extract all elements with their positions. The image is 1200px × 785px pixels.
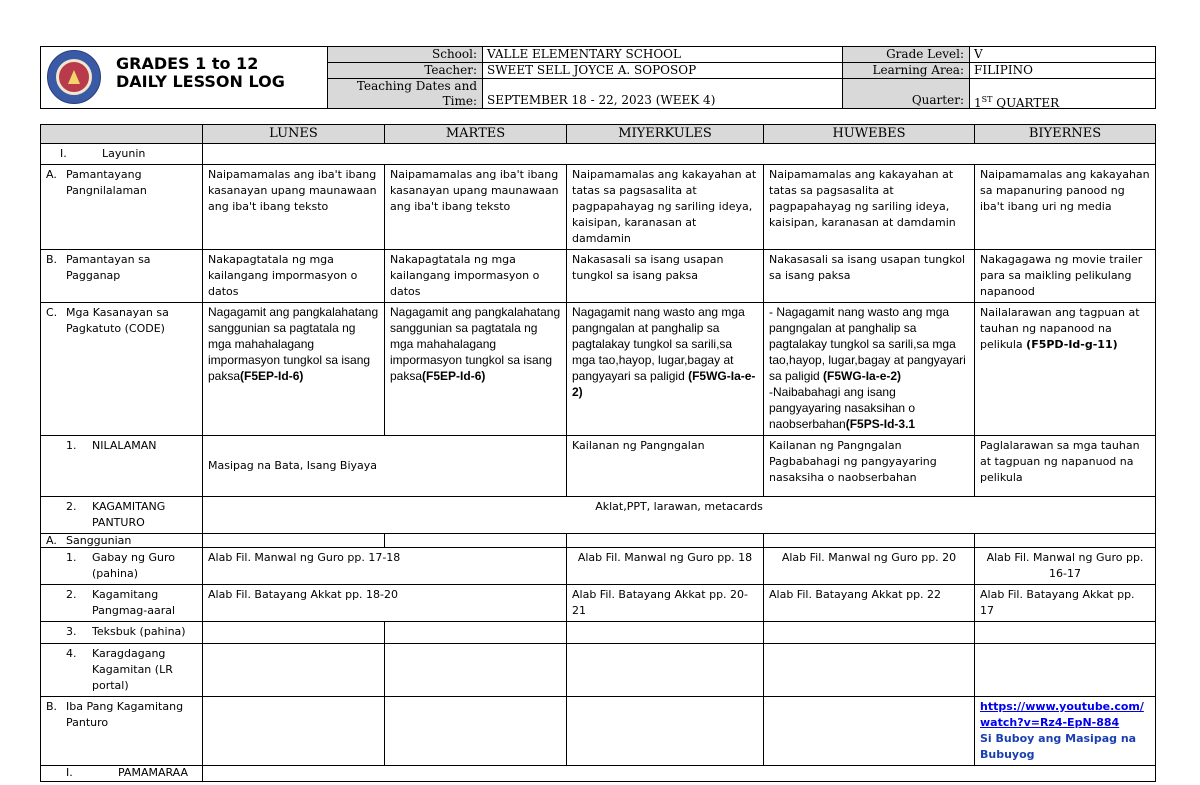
row-label: Mga Kasanayan sa Pagkatuto (CODE) [66,306,169,335]
kagamitang-panturo-content: Aklat,PPT, larawan, metacards [203,497,1156,534]
miyerkules-content: Kailanan ng Pangngalan [567,436,764,497]
miyerkules-content: Alab Fil. Batayang Akkat pp. 20-21 [567,585,764,622]
nilalaman-label [41,436,203,497]
row-label: Iba Pang Kagamitang Panturo [66,700,184,729]
huwebes-content [764,534,975,548]
pamamaraan-row [41,766,1156,782]
biyernes-content: Alab Fil. Manwal ng Guro pp. 16-17 [975,548,1156,585]
biyernes-content: Alab Fil. Batayang Akkat pp. 17 [975,585,1156,622]
header-block [40,46,1156,109]
huwebes-content [764,622,975,644]
huwebes-content [764,644,975,697]
lunes-content [203,622,385,644]
pamantayang-pangnilalaman-row [41,165,1156,250]
kagamitang-mag-aaral-label [41,585,203,622]
layunin-content [203,144,1156,165]
quarter-value [969,79,1156,108]
miyerkules-content [567,622,764,644]
iba-pang-kagamitan-row [41,697,1156,766]
deped-seal-icon [47,50,101,104]
martes-content: Nakapagtatala ng mga kailangang impormasyon o datos [385,250,567,303]
row-label: Sanggunian [66,534,132,547]
kagamitang-panturo-label [41,497,203,534]
competency-text: Nailalarawan ang tagpuan at tauhan ng napanood na pelikula [980,306,1140,351]
martes-content [385,644,567,697]
gabay-ng-guro-label [41,548,203,585]
school-value: VALLE ELEMENTARY SCHOOL [482,47,842,62]
biyernes-content: Nakagagawa ng movie trailer para sa maikling pelikulang napanood [975,250,1156,303]
row-number: I. [66,766,73,779]
quarter-number: 1 [974,96,982,110]
lunes-content: Naipamamalas ang iba't ibang kasanayan upang maunawaan ang iba't ibang teksto [203,165,385,250]
miyerkules-content: Naipamamalas ang kakayahan at tatas sa pagsasalita at pagpapahayag ng sariling ideya, kaisipan, karanasan at damdamin [567,165,764,250]
row-number: 3. [66,625,77,638]
competency-text: Nagagamit ang pangkalahatang sanggunian sa pagtatala ng mga mahahalagang impormasyon tungkol sa isang paksa [390,305,561,383]
kagamitang-panturo-row [41,497,1156,534]
row-number: I. [60,147,67,160]
document-title [116,55,285,91]
lunes-martes-content: Alab Fil. Manwal ng Guro pp. 17-18 [203,548,567,585]
competency-text: - Nagagamit nang wasto ang mga pangngalan at panghalip sa pagtalakay tungkol sa sarili,sa mga tao,hayop, lugar,bagay at pangyayari sa paligid [769,305,966,383]
teksbuk-row [41,622,1156,644]
competency-code: (F5WG-Ia-e-2) [572,369,756,399]
quarter-label: Quarter: [842,79,969,108]
day-header-biyernes: BIYERNES [975,125,1156,144]
quarter-text: QUARTER [992,96,1060,110]
biyernes-content: Naipamamalas ang kakayahan sa mapanuring panood ng iba't ibang uri ng media [975,165,1156,250]
martes-content: Naipamamalas ang iba't ibang kasanayan upang maunawaan ang iba't ibang teksto [385,165,567,250]
row-number: 2. [66,500,77,513]
row-label: NILALAMAN [92,439,157,452]
pamamaraan-content [203,766,1156,782]
martes-content [385,534,567,548]
miyerkules-content [567,697,764,766]
competency-code: (F5PD-Id-g-11) [1026,338,1118,351]
biyernes-content [975,622,1156,644]
days-header-row [41,125,1156,144]
teacher-value: SWEET SELL JOYCE A. SOPOSOP [482,63,842,78]
row-number: C. [46,306,58,319]
row-label: Karagdagang Kagamitan (LR portal) [92,647,173,692]
row-label: Pamantayan sa Pagganap [66,253,151,282]
grade-level-value: V [969,47,1156,62]
layunin-label [41,144,203,165]
huwebes-content: Kailanan ng Pangngalan Pagbabahagi ng pangyayaring nasaksiha o naobserbahan [764,436,975,497]
day-header-martes: MARTES [385,125,567,144]
iba-pang-kagamitan-label [41,697,203,766]
competency-code: (F5WG-Ia-e-2) [823,369,902,383]
teksbuk-label [41,622,203,644]
miyerkules-content [567,534,764,548]
biyernes-content [975,697,1156,766]
lunes-content: Nakapagtatala ng mga kailangang impormasyon o datos [203,250,385,303]
biyernes-content: Paglalarawan sa mga tauhan at tagpuan ng napanuod na pelikula [975,436,1156,497]
day-header-lunes: LUNES [203,125,385,144]
biyernes-content [975,303,1156,436]
competency-code: (F5PS-Id-3.1 [845,417,916,431]
title-line-2: DAILY LESSON LOG [116,72,285,91]
competency-text: Nagagamit ang pangkalahatang sanggunian sa pagtatala ng mga mahahalagang impormasyon tungkol sa isang paksa [208,305,379,383]
row-label: KAGAMITANG PANTURO [92,500,166,529]
pamamaraan-label [41,766,203,782]
row-number: A. [46,168,57,181]
row-label: Gabay ng Guro (pahina) [92,551,175,580]
header-divider [327,78,1156,79]
day-header-huwebes: HUWEBES [764,125,975,144]
karagdagang-kagamitan-row [41,644,1156,697]
competency-text: Nagagamit nang wasto ang mga pangngalan at panghalip sa pagtalakay tungkol sa sarili,sa mga tao,hayop, lugar,bagay at pangyayari sa paligid [572,305,745,383]
kagamitang-mag-aaral-row [41,585,1156,622]
huwebes-content [764,303,975,436]
huwebes-content [764,697,975,766]
pamantayan-pagganap-label [41,250,203,303]
day-header-miyerkules: MIYERKULES [567,125,764,144]
teaching-dates-label-2: Time: [442,94,477,108]
title-line-1: GRADES 1 to 12 [116,54,259,73]
teaching-dates-value: SEPTEMBER 18 - 22, 2023 (WEEK 4) [482,79,842,108]
layunin-row [41,144,1156,165]
lunes-martes-content: Masipag na Bata, Isang Biyaya [203,436,567,497]
miyerkules-content: Nakasasali sa isang usapan tungkol sa isang paksa [567,250,764,303]
competency-text: -Naibabahagi ang isang pangyayaring nasaksihan o naobserbahan [769,385,916,431]
huwebes-content: Alab Fil. Manwal ng Guro pp. 20 [764,548,975,585]
kasanayan-row [41,303,1156,436]
kasanayan-label [41,303,203,436]
row-label: Teksbuk (pahina) [92,625,186,638]
huwebes-content: Alab Fil. Batayang Akkat pp. 22 [764,585,975,622]
miyerkules-content [567,303,764,436]
row-label: Pamantayang Pangnilalaman [66,168,147,197]
pamantayan-pagganap-row [41,250,1156,303]
lunes-content [203,644,385,697]
row-label: PAMAMARAA [118,766,189,779]
lunes-content [203,303,385,436]
martes-content [385,303,567,436]
teacher-label: Teacher: [327,63,482,78]
lunes-content [203,697,385,766]
teaching-dates-label [327,79,482,108]
school-label: School: [327,47,482,62]
martes-content [385,622,567,644]
row-number: B. [46,700,58,713]
row-label: Kagamitang Pangmag-aaral [92,588,176,617]
biyernes-content [975,534,1156,548]
nilalaman-row [41,436,1156,497]
miyerkules-content [567,644,764,697]
huwebes-content: Naipamamalas ang kakayahan at tatas sa pagsasalita at pagpapahayag ng sariling ideya, kaisipan, karanasan at damdamin [764,165,975,250]
sanggunian-row [41,534,1156,548]
corner-cell [41,125,203,144]
teaching-dates-label-1: Teaching Dates and [356,79,477,93]
quarter-suffix: ST [981,95,993,104]
miyerkules-content: Alab Fil. Manwal ng Guro pp. 18 [567,548,764,585]
row-label: Layunin [102,147,146,160]
video-caption: Si Buboy ang Masipag na Bubuyog [980,732,1137,761]
competency-code: (F5EP-Id-6) [422,369,486,383]
lunes-martes-content: Alab Fil. Batayang Akkat pp. 18-20 [203,585,567,622]
lesson-log-table [40,124,1156,782]
pamantayang-pangnilalaman-label [41,165,203,250]
row-number: B. [46,253,58,266]
competency-code: (F5EP-Id-6) [240,369,304,383]
martes-content [385,697,567,766]
learning-area-label: Learning Area: [842,63,969,78]
header-divider [327,62,1156,63]
learning-area-value: FILIPINO [969,63,1156,78]
grade-level-label: Grade Level: [842,47,969,62]
row-number: 1. [66,551,77,564]
row-number: 2. [66,588,77,601]
gabay-ng-guro-row [41,548,1156,585]
sanggunian-label [41,534,203,548]
huwebes-content: Nakasasali sa isang usapan tungkol sa isang paksa [764,250,975,303]
lunes-content [203,534,385,548]
row-number: 4. [66,647,77,660]
row-number: A. [46,534,57,547]
biyernes-content [975,644,1156,697]
karagdagang-kagamitan-label [41,644,203,697]
youtube-link[interactable]: https://www.youtube.com/watch?v=Rz4-EpN-884 [980,700,1144,729]
row-number: 1. [66,439,77,452]
